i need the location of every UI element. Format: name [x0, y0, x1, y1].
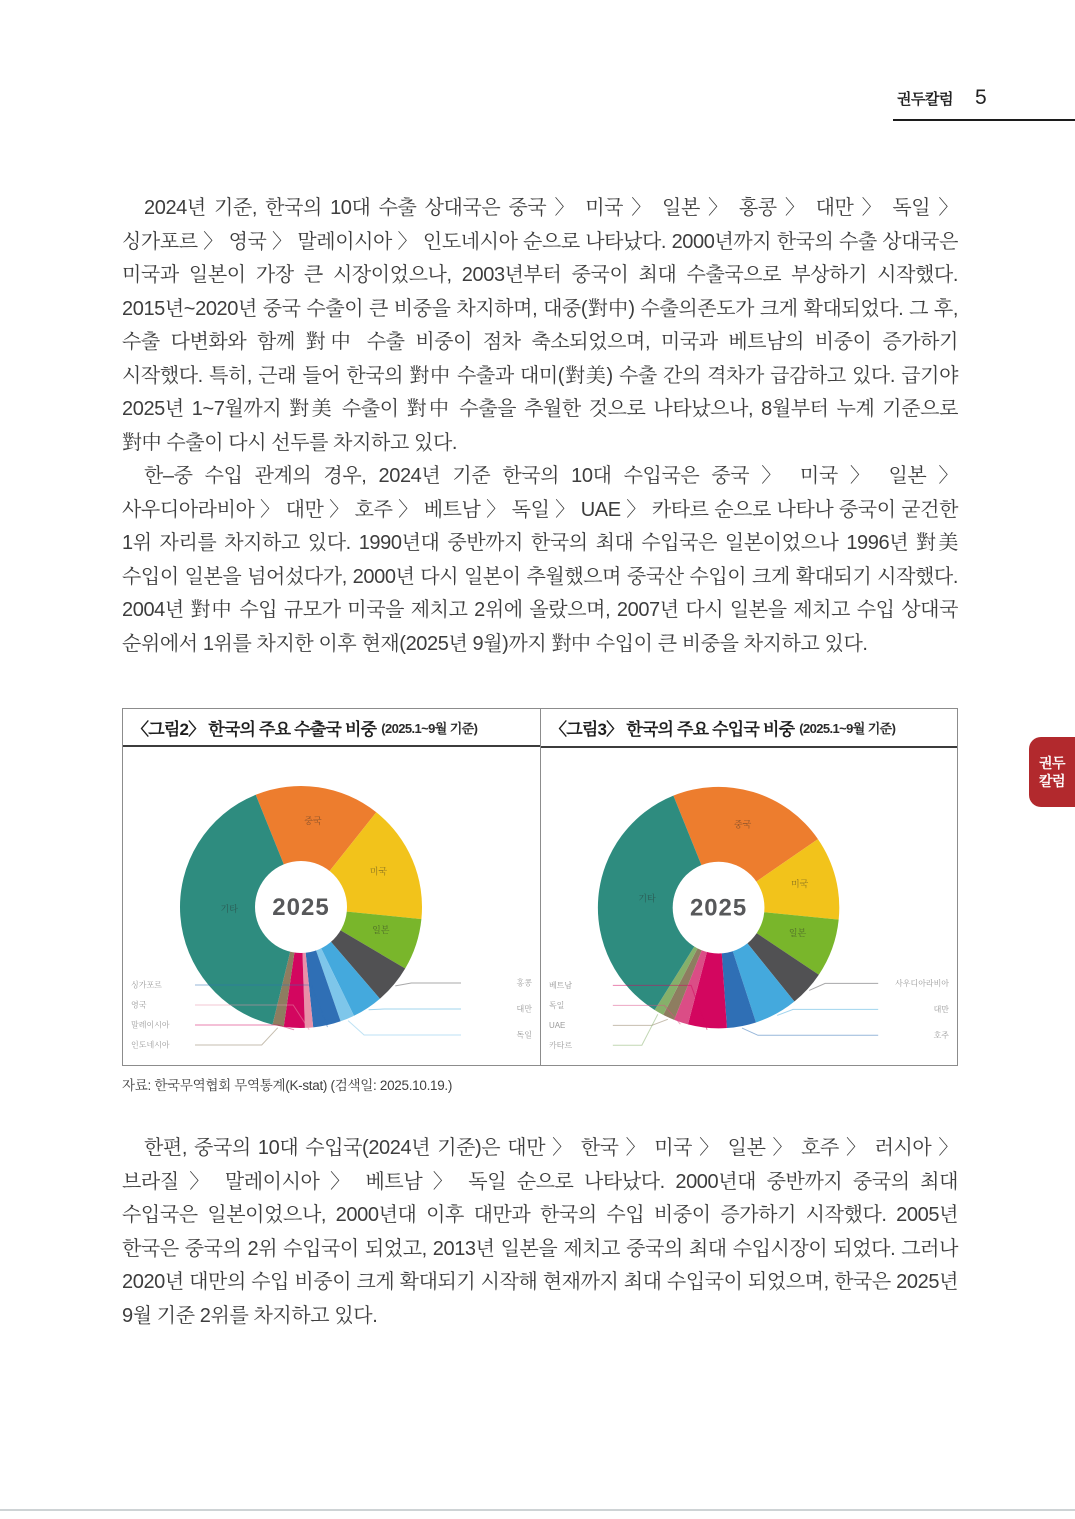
donut-center-year: 2025	[689, 894, 748, 922]
paragraph-china-imports: 한편, 중국의 10대 수입국(2024년 기준)은 대만 〉 한국 〉 미국 〉 일본 〉 호주 〉 러시아 〉 브라질 〉 말레이시아 〉 베트남 〉 독일 순으로 나타났다. 2000년대 중반까지 중국의 최대 수입국은 일본이었으나, 2000년대 이후 대만과 한국의 수입 비중이 증가하기 시작했다. 2005년 한국은 중국의 2위 수입국이 되었고, 2013년 일본을 제치고 중국의 최대 수입시장이 되었다. 그러나 2020년 대만의 수입 비중이 크게 확대되기 시작해 현재까지 최대 수입국이 되었으며, 한국은 2025년 9월 기준 2위를 차지하고 있다.	[122, 1137, 958, 1327]
leader-line	[742, 1028, 878, 1035]
slice-label: 미국	[791, 878, 809, 889]
leader-line	[348, 1021, 461, 1035]
slice-leader-label: 독일	[516, 1030, 532, 1040]
figure2-title-row	[123, 709, 540, 747]
import-chart-area	[541, 748, 957, 1065]
header-page-number: 5	[974, 86, 987, 109]
figure2-title: 〈그림2〉 한국의 주요 수출국 비중	[132, 719, 377, 739]
leader-line	[777, 1009, 878, 1015]
figure-source: 자료: 한국무역협회 무역통계(K-stat) (검색일: 2025.10.19.)	[122, 1078, 453, 1093]
leader-line	[613, 1019, 668, 1025]
leader-line	[195, 1028, 278, 1045]
slice-leader-label: 영국	[131, 1000, 147, 1010]
slice-leader-label: 인도네시아	[131, 1040, 170, 1050]
figure-box	[122, 708, 958, 1066]
export-share-donut-chart	[123, 747, 540, 1065]
figure2-period: (2025.1~9월 기준)	[381, 720, 478, 736]
leader-line	[369, 1009, 461, 1010]
side-tab-line2: 칼럼	[1038, 773, 1066, 789]
leader-line	[195, 1025, 294, 1030]
donut-center-year: 2025	[272, 894, 330, 921]
slice-leader-label: 독일	[548, 1000, 565, 1010]
export-chart-area	[123, 747, 540, 1065]
slice-label: 기타	[638, 893, 656, 904]
leader-line	[395, 983, 461, 986]
slice-leader-label: 사우디아라비아	[895, 978, 950, 988]
slice-label: 일본	[372, 925, 390, 936]
slice-leader-label: 말레이시아	[131, 1020, 170, 1030]
figure3-title: 〈그림3〉 한국의 주요 수입국 비중	[550, 719, 795, 739]
slice-leader-label: 홍콩	[516, 978, 532, 988]
import-share-donut-chart	[541, 748, 957, 1065]
leader-line	[613, 1014, 658, 1045]
figure-export-column	[123, 709, 540, 1065]
slice-leader-label: 대만	[933, 1004, 950, 1014]
slice-label: 중국	[733, 819, 752, 830]
slice-leader-label: 대만	[516, 1004, 532, 1014]
paragraph-imports: 한–중 수입 관계의 경우, 2024년 기준 한국의 10대 수입국은 중국 〉 미국 〉 일본 〉 사우디아라비아 〉 대만 〉 호주 〉 베트남 〉 독일 〉 UAE 〉 카타르 순으로 나타나 중국이 굳건한 1위 자리를 차지하고 있다. 1990년대 중반까지 한국의 최대 수입국은 일본이었으나 1996년 對美 수입이 일본을 넘어섰다가, 2000년 다시 일본이 추월했으며 중국산 수입이 크게 확대되기 시작했다. 2004년 對中 수입 규모가 미국을 제치고 2위에 올랐으며, 2007년 다시 일본을 제치고 수입 상대국 순위에서 1위를 차지한 이후 현재(2025년 9월)까지 對中 수입이 큰 비중을 차지하고 있다.	[122, 465, 958, 655]
slice-label: 중국	[304, 815, 322, 826]
page-header	[893, 86, 1075, 121]
paragraph-exports: 2024년 기준, 한국의 10대 수출 상대국은 중국 〉 미국 〉 일본 〉 홍콩 〉 대만 〉 독일 〉 싱가포르 〉 영국 〉 말레이시아 〉 인도네시아 순으로 나타났다. 2000년까지 한국의 수출 상대국은 미국과 일본이 가장 큰 시장이었으나, 2003년부터 중국이 최대 수출국으로 부상하기 시작했다. 2015년~2020년 중국 수출이 큰 비중을 차지하며, 대중(對中) 수출의존도가 크게 확대되었다. 그 후, 수출 다변화와 함께 對中 수출 비중이 점차 축소되었으며, 미국과 베트남의 비중이 증가하기 시작했다. 특히, 근래 들어 한국의 對中 수출과 대미(對美) 수출 간의 격차가 급감하고 있다. 급기야 2025년 1~7월까지 對美 수출이 對中 수출을 추월한 것으로 나타났으나, 8월부터 누계 기준으로 對中 수출이 다시 선두를 차지하고 있다.	[122, 197, 958, 454]
body-text	[122, 192, 958, 661]
figure3-period: (2025.1~9월 기준)	[799, 720, 896, 736]
slice-leader-label: UAE	[548, 1020, 566, 1030]
slice-label: 미국	[369, 866, 388, 877]
figure3-title-row	[541, 709, 957, 748]
page-bottom-rule	[0, 1509, 1075, 1511]
section-side-tab	[1029, 737, 1075, 807]
header-section-title: 권두칼럼	[897, 91, 953, 108]
slice-leader-label: 싱가포르	[131, 980, 162, 990]
side-tab-line1: 권두	[1038, 754, 1066, 771]
slice-leader-label: 베트남	[548, 980, 573, 990]
slice-leader-label: 호주	[933, 1030, 950, 1040]
leader-line	[809, 983, 878, 990]
figure-import-column	[540, 709, 957, 1065]
slice-leader-label: 카타르	[548, 1040, 573, 1050]
slice-label: 일본	[788, 927, 807, 938]
slice-label: 기타	[220, 904, 238, 915]
